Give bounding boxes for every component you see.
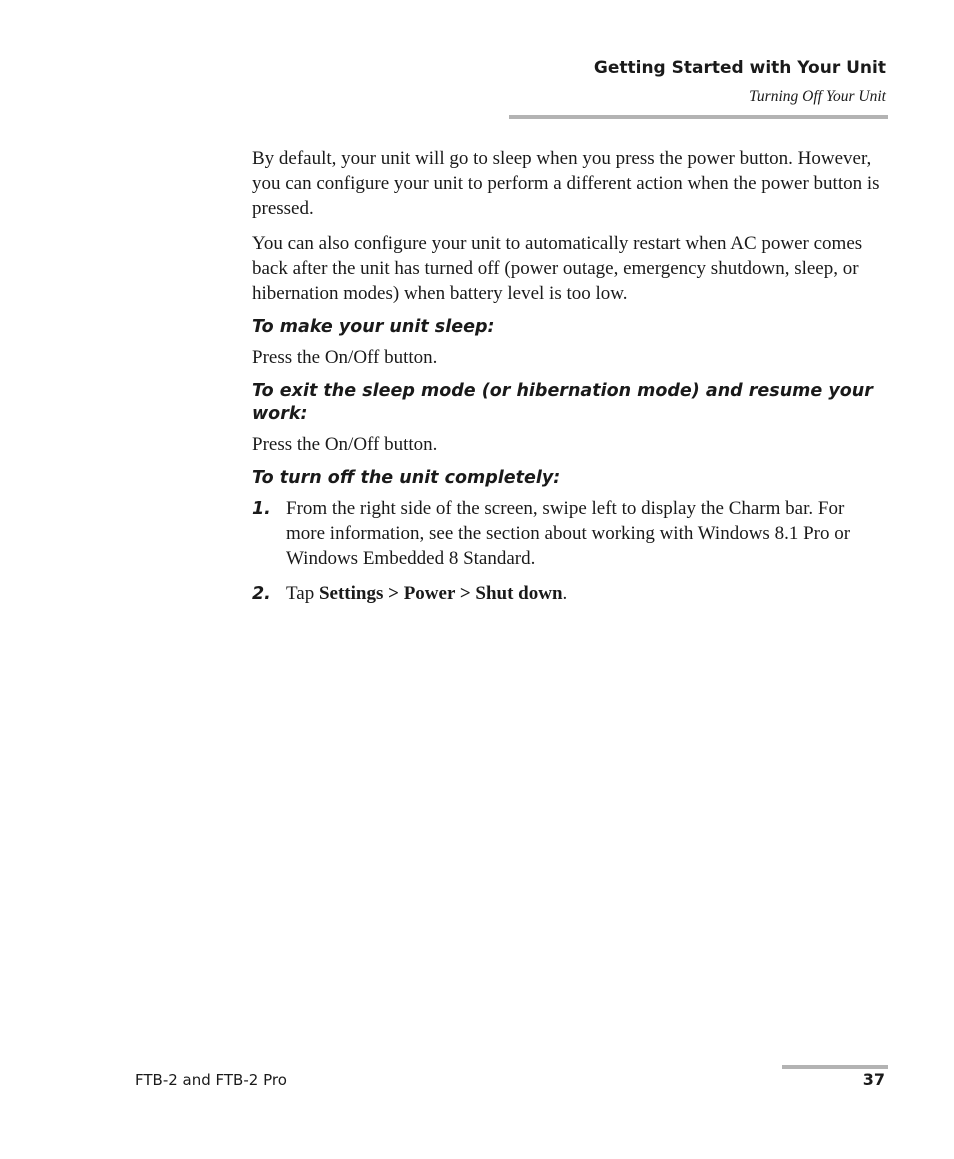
step-item	[252, 581, 882, 607]
step-number: 1.	[252, 499, 271, 519]
chapter-title: Getting Started with Your Unit	[593, 58, 886, 78]
page-number: 37	[862, 1070, 885, 1089]
procedure-text-resume: Press the On/Off button.	[252, 434, 438, 455]
step-item	[252, 496, 882, 571]
shut-down-term: Shut down	[475, 583, 563, 604]
footer-product-name: FTB-2 and FTB-2 Pro	[135, 1071, 287, 1089]
step-text	[286, 581, 882, 607]
restart-paragraph: You can also configure your unit to automatically restart when AC power comes back after the unit has turned off (power outage, emergency shutdown, sleep, or hibernation modes) when battery level is too low.	[252, 233, 863, 304]
step-number: 2.	[252, 584, 271, 604]
procedure-heading-sleep: To make your unit sleep:	[252, 317, 495, 337]
section-title: Turning Off Your Unit	[749, 88, 886, 105]
footer-rule	[782, 1065, 888, 1069]
procedure-heading-turn-off: To turn off the unit completely:	[252, 468, 561, 488]
settings-term: Settings	[318, 583, 384, 604]
procedure-heading-resume: To exit the sleep mode (or hibernation mode) and resume your work:	[252, 381, 873, 424]
step-text-suffix: .	[562, 583, 568, 604]
path-separator: >	[455, 583, 476, 604]
path-separator: >	[383, 583, 404, 604]
header-rule	[509, 115, 888, 119]
step-text-prefix: Tap	[286, 583, 319, 604]
power-term: Power	[403, 583, 456, 604]
intro-paragraph: By default, your unit will go to sleep when you press the power button. However, you can configure your unit to perform a different action when the power button is pressed.	[252, 148, 880, 219]
step-text: From the right side of the screen, swipe left to display the Charm bar. For more information, see the section about working with Windows 8.1 Pro or Windows Embedded 8 Standard.	[286, 498, 851, 569]
procedure-text-sleep: Press the On/Off button.	[252, 347, 438, 368]
page-content	[252, 146, 882, 617]
